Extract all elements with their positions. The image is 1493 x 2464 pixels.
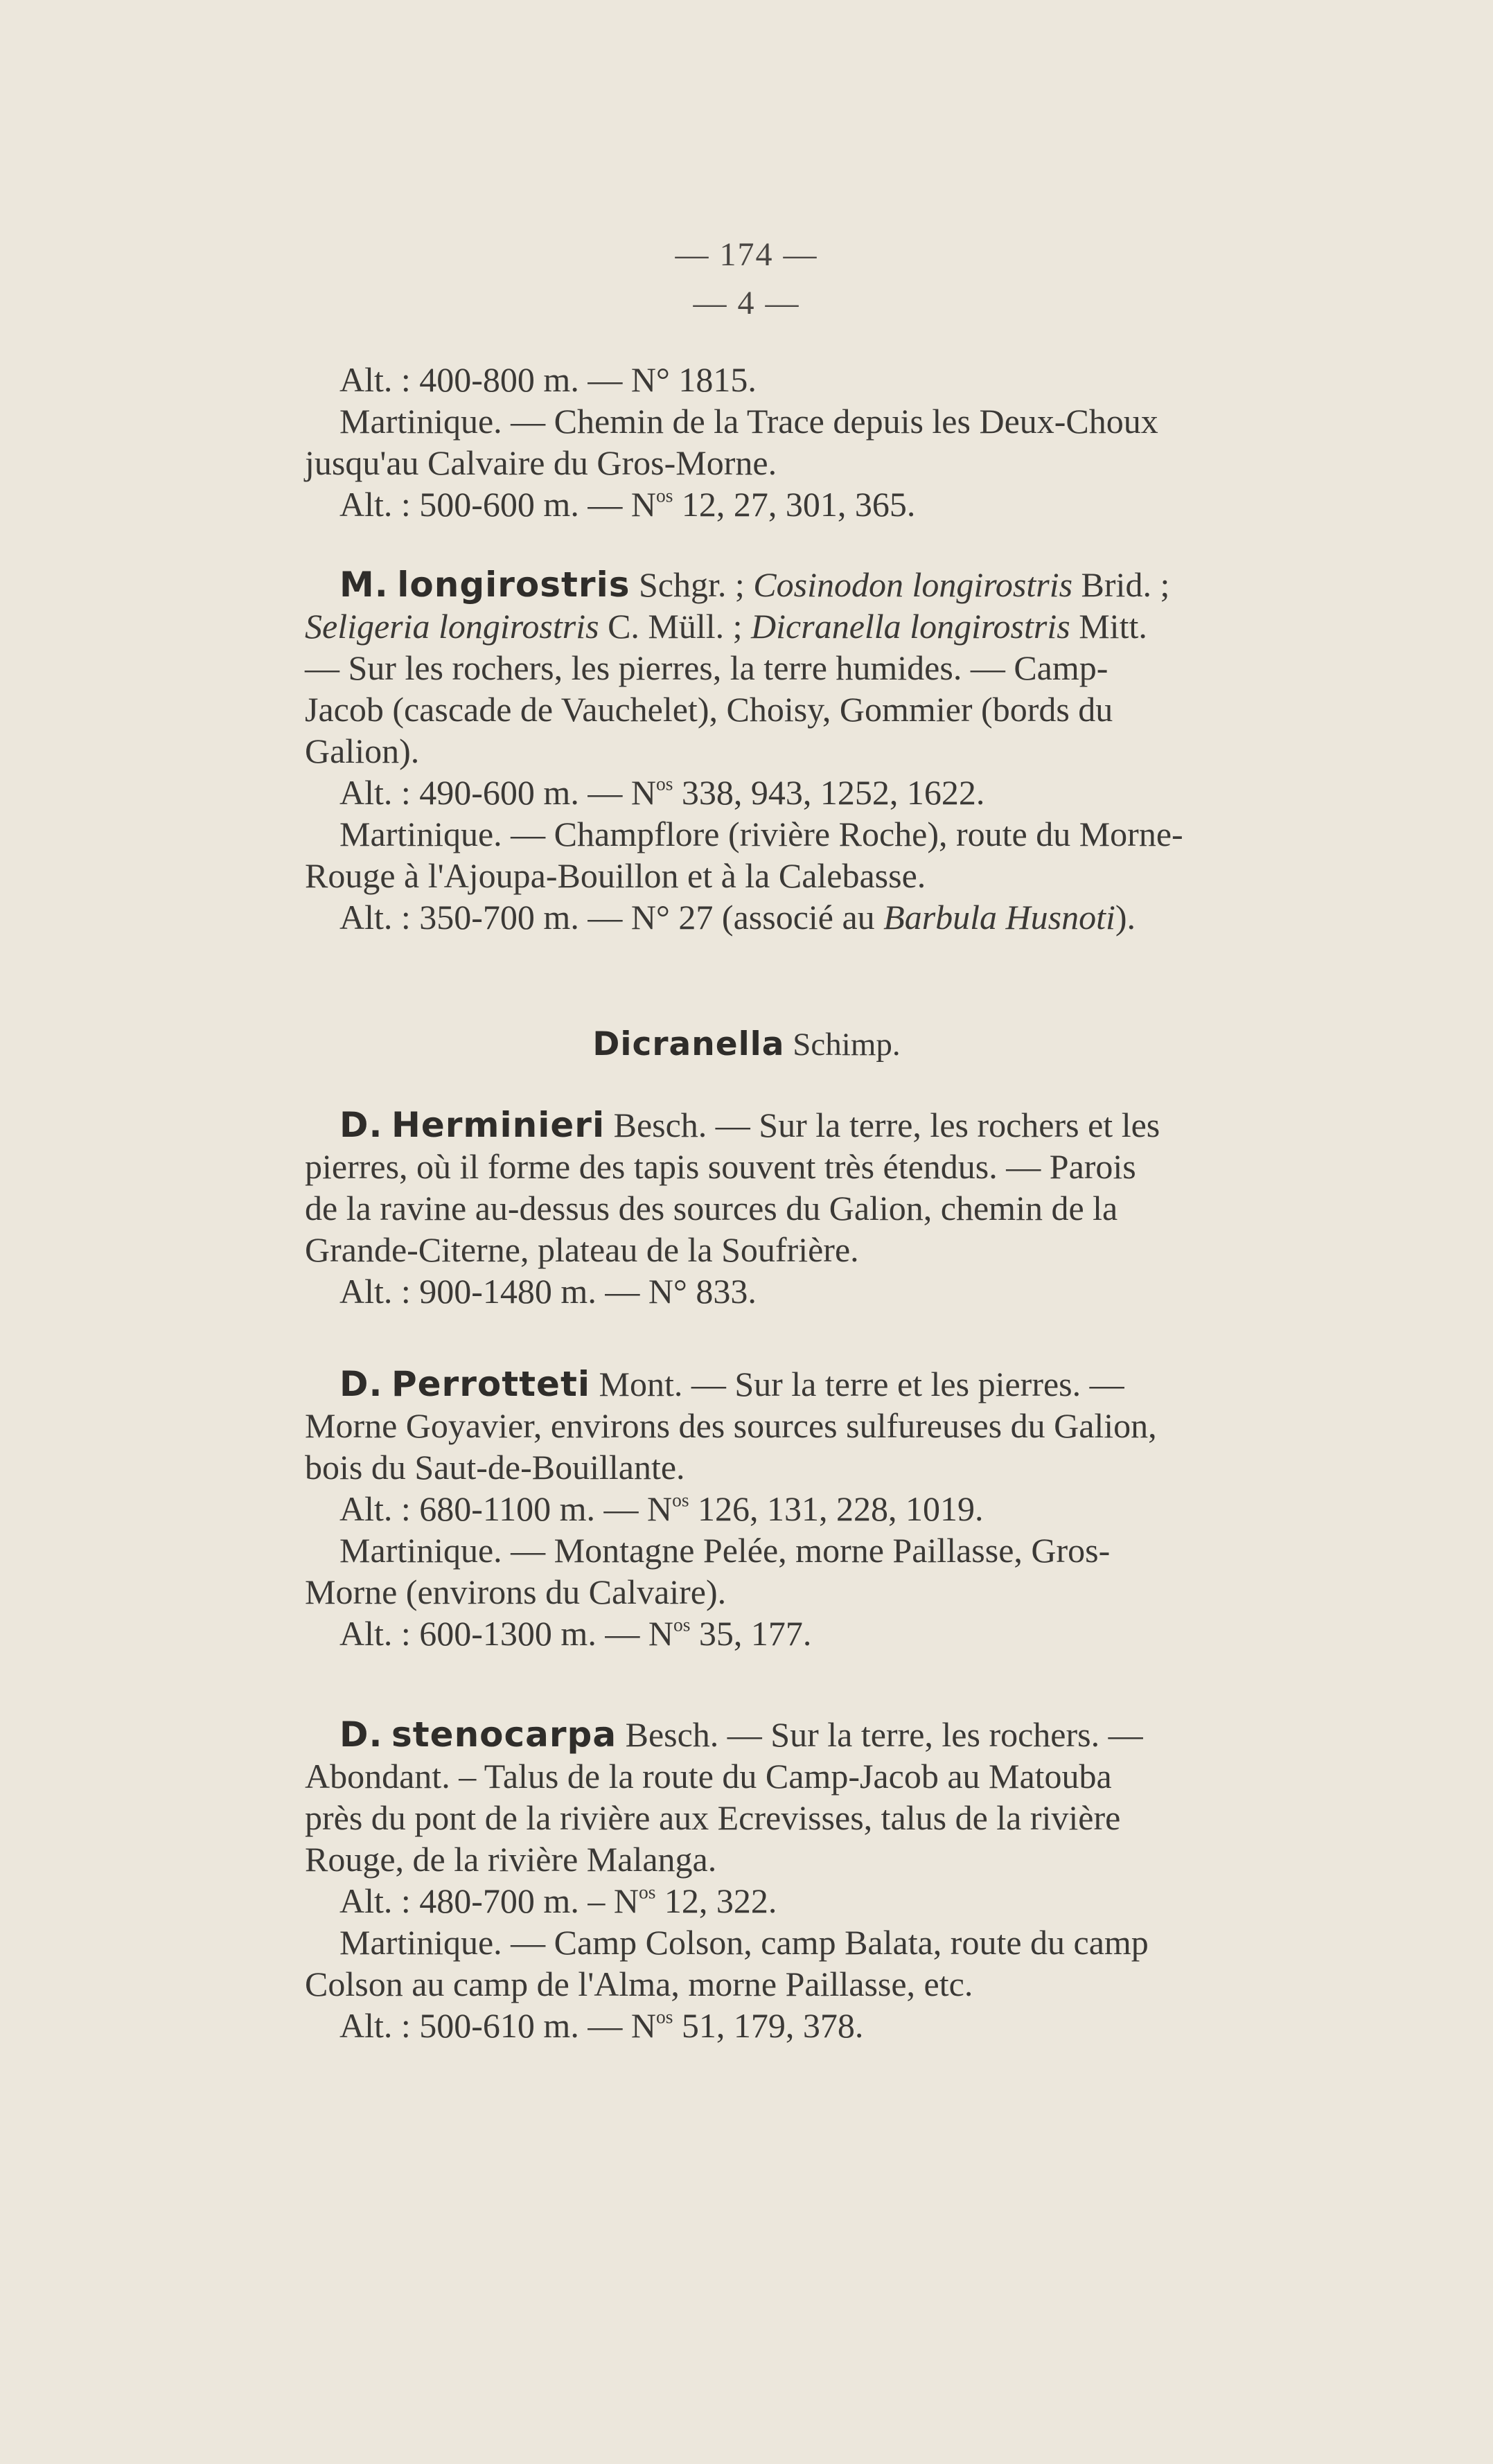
species-entry-longirostris: M. longirostris Schgr. ; Cosinodon longirostris Brid. ; xyxy=(339,565,1170,605)
text-line: Galion). xyxy=(305,732,420,770)
text-line: Jacob (cascade de Vauchelet), Choisy, Gommier (bords du xyxy=(305,690,1113,729)
species-entry-perrotteti: D. Perrotteti Mont. — Sur la terre et les pierres. — xyxy=(339,1364,1124,1404)
text-line: bois du Saut-de-Bouillante. xyxy=(305,1448,685,1487)
text-line: Martinique. — Chemin de la Trace depuis les Deux-Choux xyxy=(339,402,1158,441)
alt-line: Alt. : 500-600 m. — $N^{os}$ 12, 27, 301, 365. xyxy=(339,484,916,524)
alt-line: Alt. : 680-1100 m. — $N^{os}$ 126, 131, 228, 1019. xyxy=(339,1489,984,1528)
alt-line: Alt. : 400-800 m. — N° 1815. xyxy=(339,360,757,399)
alt-line: Alt. : 480-700 m. – $N^{os}$ 12, 322. xyxy=(339,1881,777,1920)
alt-line: Alt. : 500-610 m. — $N^{os}$ 51, 179, 378. xyxy=(339,2005,864,2045)
species-name: Perrotteti xyxy=(391,1364,590,1404)
text-line: Abondant. – Talus de la route du Camp-Jacob au Matouba xyxy=(305,1757,1112,1796)
text-line: jusqu'au Calvaire du Gros-Morne. xyxy=(305,443,777,482)
species-genus: D. xyxy=(339,1105,383,1145)
text-line: de la ravine au-dessus des sources du Galion, chemin de la xyxy=(305,1189,1118,1227)
alt-line: Alt. : 900-1480 m. — N° 833. xyxy=(339,1272,757,1311)
species-name: longirostris xyxy=(397,565,630,605)
alt-line: Alt. : 490-600 m. — $N^{os}$ 338, 943, 1252, 1622. xyxy=(339,772,985,812)
genus-name: Dicranella xyxy=(592,1025,785,1063)
species-entry-herminieri: D. Herminieri Besch. — Sur la terre, les rochers et les xyxy=(339,1105,1160,1145)
text-line: — Sur les rochers, les pierres, la terre humides. — Camp- xyxy=(305,648,1108,687)
genus-heading: Dicranella Schimp. xyxy=(592,1025,901,1063)
text-line: près du pont de la rivière aux Ecrevisses, talus de la rivière xyxy=(305,1798,1121,1837)
text-line: Martinique. — Champflore (rivière Roche), route du Morne- xyxy=(339,815,1183,853)
species-entry-stenocarpa: D. stenocarpa Besch. — Sur la terre, les rochers. — xyxy=(339,1714,1143,1755)
page-number: — 174 — xyxy=(675,236,818,273)
text-line: Morne Goyavier, environs des sources sulfureuses du Galion, xyxy=(305,1406,1157,1445)
species-genus: M. xyxy=(339,565,389,605)
alt-line: Alt. : 350-700 m. — N° 27 (associé au Barbula Husnoti). xyxy=(339,898,1136,937)
species-genus: D. xyxy=(339,1714,383,1755)
text-line: Martinique. — Camp Colson, camp Balata, route du camp xyxy=(339,1923,1149,1962)
text-line: Rouge à l'Ajoupa-Bouillon et à la Calebasse. xyxy=(305,856,926,895)
species-name: Herminieri xyxy=(391,1105,606,1145)
text-line: pierres, où il forme des tapis souvent très étendus. — Parois xyxy=(305,1147,1136,1186)
text-line: Colson au camp de l'Alma, morne Paillasse, etc. xyxy=(305,1965,973,2003)
species-genus: D. xyxy=(339,1364,383,1404)
signature-mark: — 4 — xyxy=(693,285,800,321)
text-line: Seligeria longirostris C. Müll. ; Dicranella longirostris Mitt. xyxy=(305,607,1147,646)
species-name: stenocarpa xyxy=(391,1714,617,1755)
text-line: Rouge, de la rivière Malanga. xyxy=(305,1840,717,1879)
text-line: Martinique. — Montagne Pelée, morne Paillasse, Gros- xyxy=(339,1531,1111,1570)
text-line: Grande-Citerne, plateau de la Soufrière. xyxy=(305,1230,859,1269)
text-line: Morne (environs du Calvaire). xyxy=(305,1572,727,1611)
alt-line: Alt. : 600-1300 m. — $N^{os}$ 35, 177. xyxy=(339,1613,812,1653)
